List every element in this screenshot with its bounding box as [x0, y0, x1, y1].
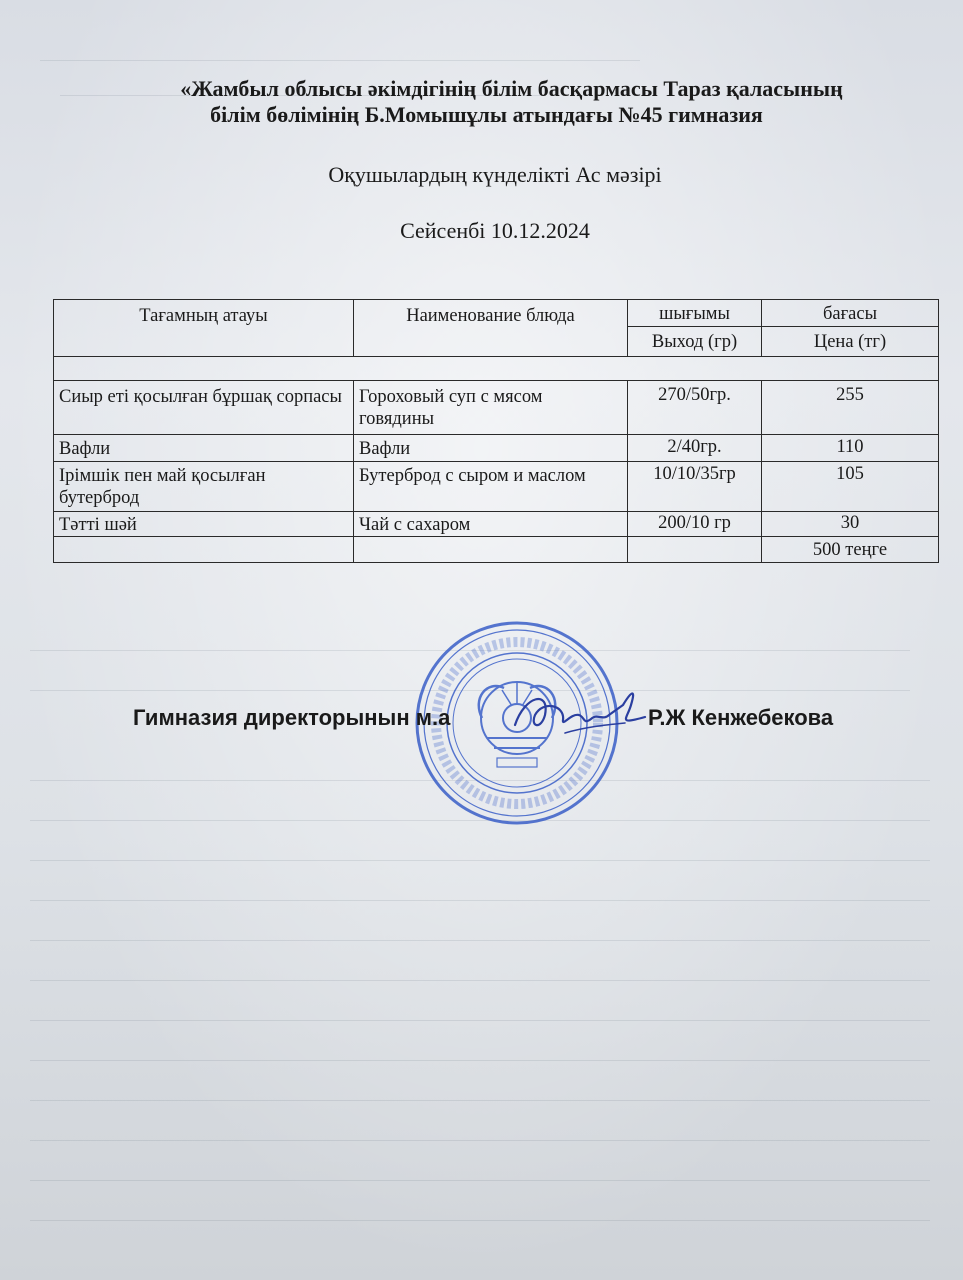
- menu-table: [53, 299, 939, 563]
- table-header-row: [54, 300, 939, 327]
- dish-price: 105: [762, 462, 939, 512]
- header-name-kz: Тағамның атауы: [54, 300, 354, 357]
- header-price-kz: бағасы: [762, 300, 939, 327]
- header-name-ru: Наименование блюда: [354, 300, 628, 357]
- empty-cell: [354, 537, 628, 563]
- table-row: [54, 512, 939, 537]
- table-row: [54, 462, 939, 512]
- dish-yield: 2/40гр.: [628, 435, 762, 462]
- table-row: [54, 435, 939, 462]
- signature-scribble-icon: [505, 675, 655, 745]
- dish-name-kz: Ірімшік пен май қосылған бутерброд: [54, 462, 354, 512]
- spacer-cell: [54, 357, 939, 381]
- dish-name-kz: Тәтті шәй: [54, 512, 354, 537]
- header-line-2: білім бөлімінің Б.Момышұлы атындағы №45 гимназия: [210, 102, 763, 127]
- header-price-ru: Цена (тг): [762, 327, 939, 357]
- header-yield-kz: шығымы: [628, 300, 762, 327]
- dish-name-kz: Вафли: [54, 435, 354, 462]
- dish-price: 110: [762, 435, 939, 462]
- dish-yield: 200/10 гр: [628, 512, 762, 537]
- dish-name-ru: Чай с сахаром: [354, 512, 628, 537]
- dish-name-ru: Вафли: [354, 435, 628, 462]
- header-yield-ru: Выход (гр): [628, 327, 762, 357]
- dish-yield: 10/10/35гр: [628, 462, 762, 512]
- signatory-title: Гимназия директорынын м.а: [133, 705, 451, 730]
- total-price: 500 теңге: [762, 537, 939, 563]
- table-spacer-row: [54, 357, 939, 381]
- menu-subtitle: Оқушылардың күнделікті Ас мәзірі: [328, 162, 662, 187]
- menu-date: Сейсенбі 10.12.2024: [400, 218, 590, 243]
- dish-price: 30: [762, 512, 939, 537]
- empty-cell: [628, 537, 762, 563]
- table-total-row: [54, 537, 939, 563]
- dish-name-ru: Бутерброд с сыром и маслом: [354, 462, 628, 512]
- dish-name-ru: Гороховый суп с мясом говядины: [354, 381, 628, 435]
- empty-cell: [54, 537, 354, 563]
- dish-price: 255: [762, 381, 939, 435]
- dish-name-kz: Сиыр еті қосылған бұршақ сорпасы: [54, 381, 354, 435]
- dish-yield: 270/50гр.: [628, 381, 762, 435]
- table-row: [54, 381, 939, 435]
- header-line-1: «Жамбыл облысы әкімдігінің білім басқармасы Тараз қаласының: [180, 76, 843, 101]
- signatory-name: Р.Ж Кенжебекова: [648, 705, 834, 730]
